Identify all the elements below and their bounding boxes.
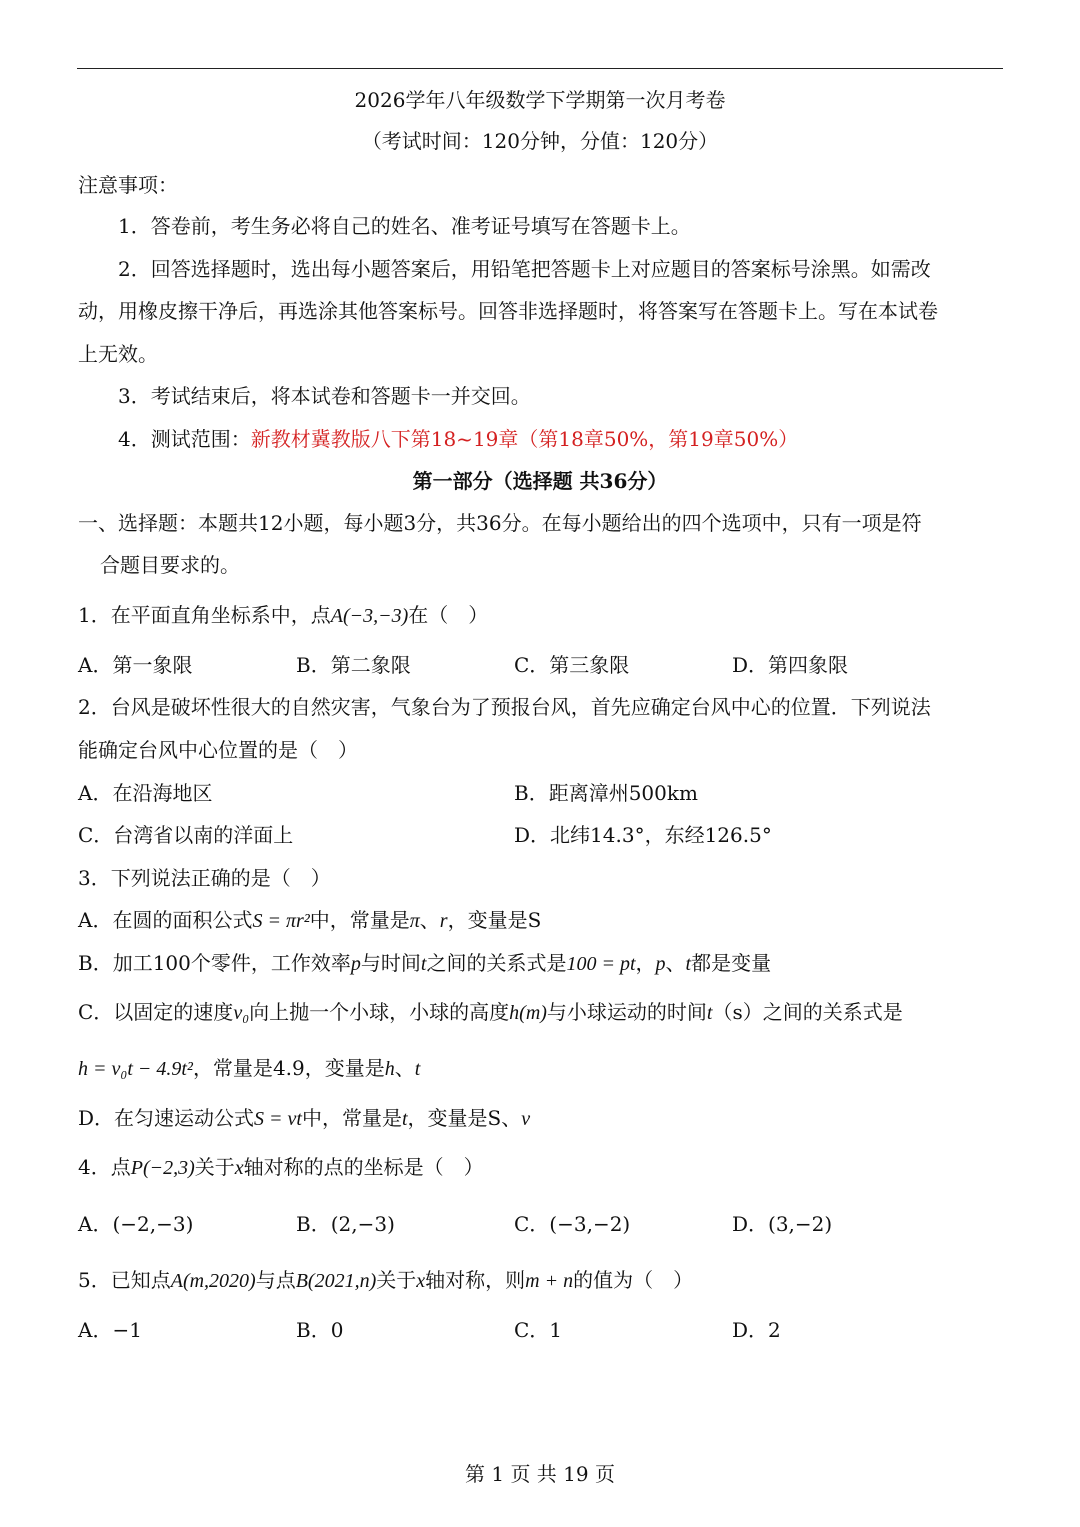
q3d-formula: S = vt [254, 1108, 302, 1130]
q3a-sep: 、 [419, 908, 440, 932]
q3b-p: p [350, 953, 361, 975]
notice-item-2-line-3: 上无效。 [78, 342, 158, 366]
q3-option-c-line-1 [78, 998, 903, 1027]
q5-text-5: 的值为（ ） [573, 1268, 694, 1292]
question-2-line-2: 能确定台风中心位置的是（ ） [78, 738, 358, 762]
q4-text-1: 4．点 [78, 1155, 131, 1179]
q2-option-a: A．在沿海地区 [78, 781, 213, 805]
exam-title: 2026学年八年级数学下学期第一次月考卷 [354, 88, 726, 112]
q2-option-b: B．距离漳州500km [514, 781, 698, 805]
q3c-const: 4.9 [272, 1056, 305, 1080]
q1-option-b: B．第二象限 [296, 653, 411, 677]
notice-item-4 [118, 425, 798, 453]
header-rule [77, 68, 1003, 69]
page-footer: 第 1 页 共 19 页 [465, 1462, 615, 1486]
q5-option-b: B．0 [296, 1318, 344, 1342]
q3d-v: v [521, 1108, 531, 1130]
q1-point-label: A [330, 605, 343, 627]
q3a-formula: S = πr² [252, 910, 310, 932]
notice-item-1: 1．答卷前，考生务必将自己的姓名、准考证号填写在答题卡上。 [118, 214, 691, 238]
q4-option-b: B．(2,−3) [296, 1212, 395, 1236]
q5-expr: m + n [525, 1270, 574, 1292]
q3c-formula: h = v₀t − 4.9t² [78, 1058, 193, 1080]
notice-item-2-line-2: 动，用橡皮擦干净后，再选涂其他答案标号。回答非选择题时，将答案写在答题卡上。写在本试卷 [78, 299, 938, 323]
q3b-text-2: 个零件，工作效率 [190, 951, 351, 975]
q3c-h: h [384, 1058, 395, 1080]
q1-option-c: C．第三象限 [514, 653, 630, 677]
notice-item-4-prefix: 4．测试范围： [118, 427, 251, 451]
section-instructions-line-1: 一、选择题：本题共12小题，每小题3分，共36分。在每小题给出的四个选项中，只有一项是符 [78, 511, 922, 535]
q1-text-d: 在（ ） [408, 603, 489, 627]
q5-option-a: A．−1 [78, 1318, 142, 1342]
exam-subtitle: （考试时间：120分钟，分值：120分） [361, 129, 719, 153]
question-4-stem [78, 1153, 484, 1182]
question-3-stem: 3．下列说法正确的是（ ） [78, 866, 331, 890]
q3c-hm: h(m) [509, 1002, 547, 1024]
q3c-text-4: （s）之间的关系式是 [712, 1000, 903, 1024]
q2-option-c: C．台湾省以南的洋面上 [78, 823, 294, 847]
q3d-text-1: D．在匀速运动公式 [78, 1106, 255, 1130]
section-title: 第一部分（选择题 共36分） [412, 469, 668, 493]
q4-option-c: C．(−3,−2) [514, 1212, 631, 1236]
q1-text-a: 1．在平面直角坐标系中，点 [78, 603, 331, 627]
q5-text-4: 轴对称，则 [425, 1268, 526, 1292]
q3c-text-3: 与小球运动的时间 [546, 1000, 707, 1024]
q4-point: P(−2,3) [130, 1157, 195, 1179]
notice-item-2-line-1: 2．回答选择题时，选出每小题答案后，用铅笔把答题卡上对应题目的答案标号涂黑。如需改 [118, 257, 931, 281]
q3d-sep: 、 [501, 1106, 522, 1130]
q3b-text-3: 与时间 [360, 951, 421, 975]
q5-axis: x [416, 1270, 426, 1292]
q3b-num: 100 [152, 951, 191, 975]
q2-option-d: D．北纬14.3°，东经126.5° [514, 823, 772, 847]
q3-option-d [78, 1104, 530, 1133]
notice-heading: 注意事项： [78, 173, 178, 197]
question-2-line-1: 2．台风是破坏性很大的自然灾害，气象台为了预报台风，首先应确定台风中心的位置．下列说法 [78, 695, 931, 719]
section-instructions-line-2: 合题目要求的。 [100, 553, 240, 577]
q5-text-3: 关于 [376, 1268, 417, 1292]
notice-item-3: 3．考试结束后，将本试卷和答题卡一并交回。 [118, 384, 531, 408]
q3d-text-2: 中，常量是 [301, 1106, 402, 1130]
q1-option-a: A．第一象限 [78, 653, 193, 677]
q3b-text-5: 都是变量 [691, 951, 772, 975]
q3b-p2: p [655, 953, 666, 975]
q5-point-a: A(m,2020) [170, 1270, 256, 1292]
q3c-text-5: ，常量是 [192, 1056, 273, 1080]
q3b-formula: 100 = pt [566, 953, 636, 975]
q3b-sep: 、 [665, 951, 686, 975]
q3c-t2: t [414, 1058, 421, 1080]
q3-option-b [78, 949, 771, 978]
q5-text-2: 与点 [255, 1268, 296, 1292]
q4-text-3: 轴对称的点的坐标是（ ） [243, 1155, 484, 1179]
q3b-t2: t [685, 953, 692, 975]
q4-axis: x [234, 1157, 244, 1179]
q4-text-2: 关于 [194, 1155, 235, 1179]
q3c-text-6: ，变量是 [304, 1056, 385, 1080]
q1-point-coords: (−3,−3) [342, 605, 409, 627]
test-scope: 新教材冀教版八下第18~19章（第18章50%，第19章50%） [250, 427, 799, 451]
q3d-s: S [487, 1106, 502, 1130]
q3-option-a [78, 906, 541, 935]
q4-option-d: D．(3,−2) [732, 1212, 833, 1236]
q3b-comma: ， [635, 951, 656, 975]
q3b-t: t [420, 953, 427, 975]
q5-text-1: 5．已知点 [78, 1268, 171, 1292]
question-1-stem [78, 601, 488, 630]
q3b-text-1: B．加工 [78, 951, 153, 975]
q3c-text-2: 向上抛一个小球，小球的高度 [249, 1000, 510, 1024]
q3b-text-4: 之间的关系式是 [426, 951, 567, 975]
q3d-t: t [401, 1108, 408, 1130]
q3a-text-3: ，变量是 [447, 908, 528, 932]
q3a-s: S [527, 908, 542, 932]
q3c-text-1: C．以固定的速度 [78, 1000, 234, 1024]
q3a-text-2: 中，常量是 [309, 908, 410, 932]
q3c-sep: 、 [394, 1056, 415, 1080]
q3c-v0: v₀ [233, 1002, 250, 1024]
q3a-pi: π [409, 910, 420, 932]
q5-option-d: D．2 [732, 1318, 781, 1342]
q4-option-a: A．(−2,−3) [78, 1212, 194, 1236]
q3a-text-1: A．在圆的面积公式 [78, 908, 253, 932]
q5-option-c: C．1 [514, 1318, 563, 1342]
q3d-text-3: ，变量是 [407, 1106, 488, 1130]
q5-point-b: B(2021,n) [295, 1270, 377, 1292]
q3c-t: t [706, 1002, 713, 1024]
q3a-r: r [439, 910, 448, 932]
q1-option-d: D．第四象限 [732, 653, 849, 677]
q3-option-c-line-2 [78, 1054, 420, 1083]
question-5-stem [78, 1266, 693, 1295]
